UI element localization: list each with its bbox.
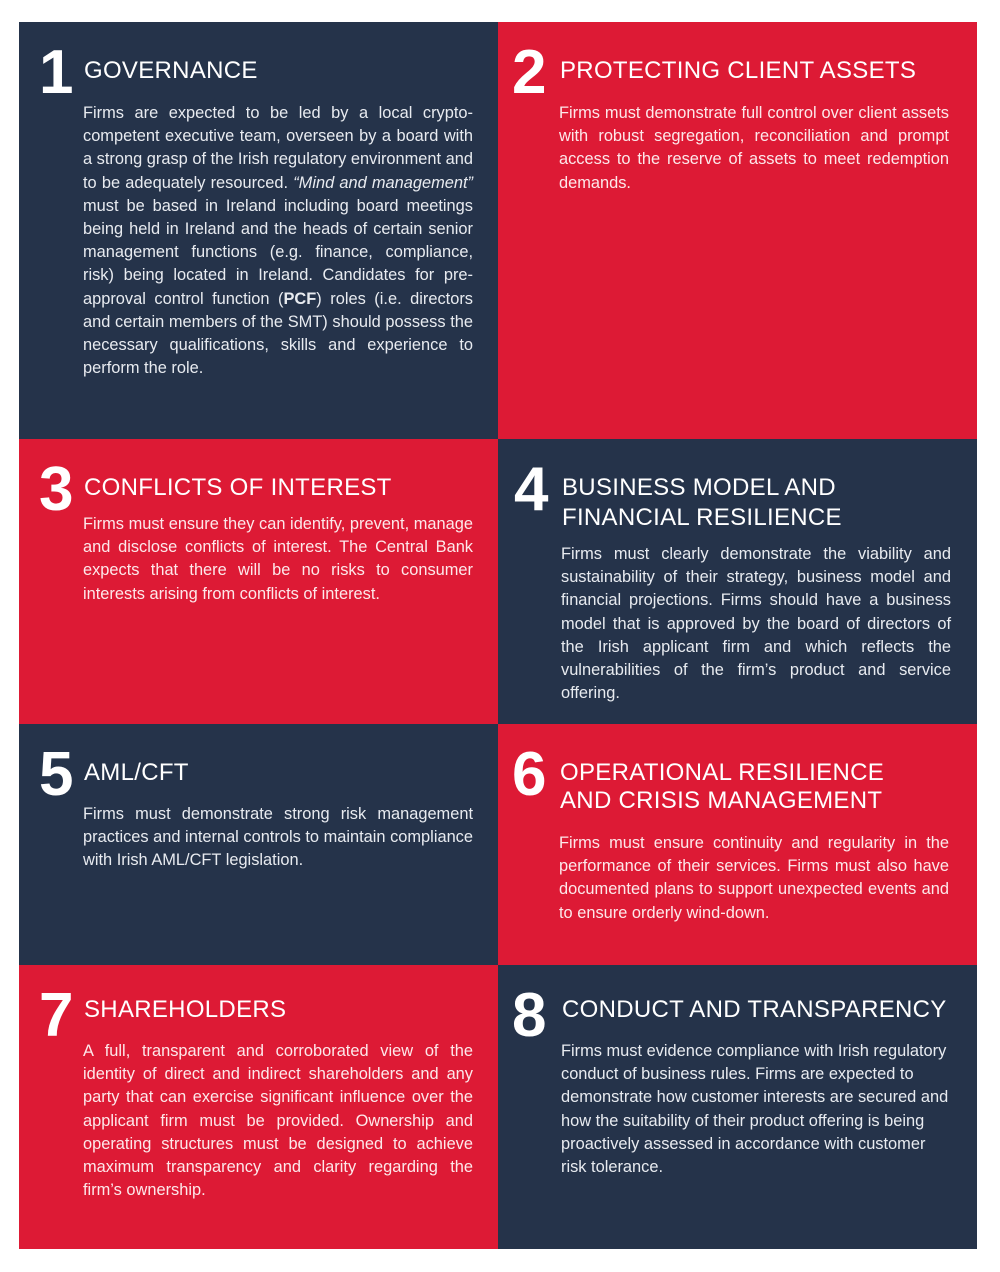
section-number: 3 [39,455,74,524]
section-number: 7 [39,981,74,1050]
section-title: CONDUCT AND TRANSPARENCY [562,996,947,1023]
body-text: Firms are expected to be led by a local crypto-competent executive team, overseen by a board with a strong grasp of the Irish regulatory environment and to be adequately resourced. [83,104,473,192]
section-body [83,102,473,380]
section-title: PROTECTING CLIENT ASSETS [560,57,917,84]
section-body: Firms must clearly demonstrate the viability and sustainability of their strategy, business model and financial projections. Firms should have a business model that is approved by the board of directors of the Irish applicant firm and which reflects the vulnerabilities of the firm’s product and service offering. [561,545,951,703]
title-line: AND CRISIS MANAGEMENT [560,787,883,814]
section-operational-resilience [498,724,977,965]
section-number: 4 [514,455,549,524]
body-text: ) roles (i.e. directors and certain members of the SMT) should possess the necessary qualifications, skills and experience to perform the role. [83,289,473,378]
section-number: 2 [512,38,547,107]
section-title: GOVERNANCE [84,57,258,84]
section-title: AML/CFT [84,759,189,786]
section-title [560,759,960,815]
section-governance [19,22,498,439]
section-shareholders [19,965,498,1249]
body-text: must be based in Ireland including board meetings being held in Ireland and the heads of certain senior management functions (e.g. finance, compliance, risk) being located in Ireland. Candidates for pre-approval control function ( [83,196,473,308]
section-business-model [498,439,977,724]
section-body: Firms must demonstrate full control over client assets with robust segregation, reconciliation and prompt access to the reserve of assets to meet redemption demands. [559,104,949,192]
section-body: Firms must evidence compliance with Irish regulatory conduct of business rules. Firms are expected to demonstrate how customer interests are secured and how the suitability of their product offering is being proactively assessed in accordance with customer risk tolerance. [561,1042,949,1177]
title-line: FINANCIAL RESILIENCE [562,504,842,531]
section-conduct-transparency [498,965,977,1249]
section-number: 1 [39,38,74,107]
section-body: Firms must demonstrate strong risk management practices and internal controls to maintain compliance with Irish AML/CFT legislation. [83,805,473,870]
section-number: 8 [512,981,547,1050]
section-title: CONFLICTS OF INTEREST [84,474,392,501]
section-body: Firms must ensure they can identify, prevent, manage and disclose conflicts of interest. The Central Bank expects that there will be no risks to consumer interests arising from conflicts of interest. [83,515,473,603]
section-title: SHAREHOLDERS [84,996,287,1023]
section-aml-cft [19,724,498,965]
section-title [562,473,962,533]
body-emphasis: “Mind and management” [293,173,473,192]
section-conflicts-of-interest [19,439,498,724]
section-protecting-client-assets [498,22,977,439]
title-line: BUSINESS MODEL AND [562,474,836,501]
section-body: Firms must ensure continuity and regularity in the performance of their services. Firms must also have documented plans to support unexpected events and to ensure orderly wind-down. [559,834,949,922]
title-line: OPERATIONAL RESILIENCE [560,759,885,786]
regulatory-expectations-grid [19,22,977,1249]
section-number: 6 [512,740,547,809]
body-strong: PCF [283,289,317,308]
section-number: 5 [39,740,74,809]
section-body: A full, transparent and corroborated view of the identity of direct and indirect shareholders and any party that can exercise significant influence over the applicant firm must be provided. Ownership and operating structures must be designed to achieve maximum transparency and clarity regarding the firm’s ownership. [83,1042,473,1200]
